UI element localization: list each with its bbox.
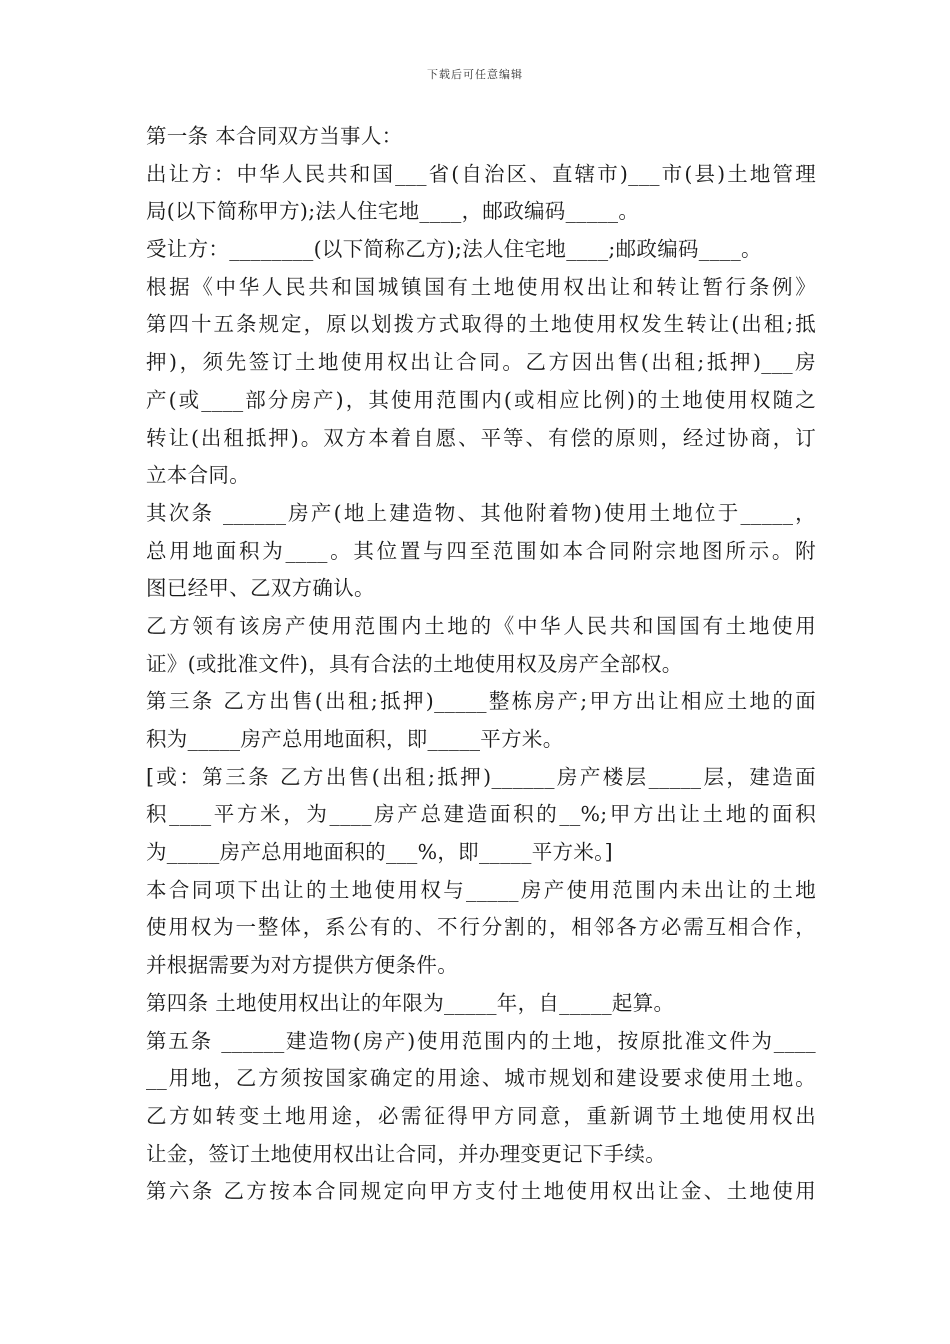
contract-line: 第五条 ______建造物(房产)使用范围内的土地，按原批准文件为____ [146, 1028, 816, 1053]
contract-line: 本合同项下出让的土地使用权与_____房产使用范围内未出让的土地 [146, 877, 816, 902]
page-header-note: 下载后可任意编辑 [427, 68, 523, 81]
contract-line: __用地，乙方须按国家确定的用途、城市规划和建设要求使用土地。 [146, 1066, 816, 1091]
contract-line: 总用地面积为____。其位置与四至范围如本合同附宗地图所示。附 [146, 538, 816, 563]
contract-line: 第四条 土地使用权出让的年限为_____年，自_____起算。 [146, 990, 675, 1015]
contract-line: 第四十五条规定，原以划拨方式取得的土地使用权发生转让(出租;抵 [146, 312, 816, 337]
contract-line: 第三条 乙方出售(出租;抵押)_____整栋房产;甲方出让相应土地的面 [146, 689, 816, 714]
contract-line: 积____平方米，为____房产总建造面积的__%;甲方出让土地的面积 [146, 802, 816, 827]
contract-line: 让金，签订土地使用权出让合同，并办理变更记下手续。 [146, 1141, 666, 1166]
contract-line: 产(或____部分房产)，其使用范围内(或相应比例)的土地使用权随之 [146, 387, 816, 412]
contract-line: 乙方如转变土地用途，必需征得甲方同意，重新调节土地使用权出 [146, 1103, 816, 1128]
contract-line: 为_____房产总用地面积的___%，即_____平方米。] [146, 840, 613, 865]
contract-line: 图已经甲、乙双方确认。 [146, 576, 375, 601]
contract-line: 局(以下简称甲方);法人住宅地____，邮政编码_____。 [146, 199, 640, 224]
contract-line: 并根据需要为对方提供方便条件。 [146, 953, 458, 978]
contract-line: 乙方领有该房产使用范围内土地的《中华人民共和国国有土地使用 [146, 613, 816, 638]
contract-line: 第一条 本合同双方当事人： [146, 124, 403, 148]
contract-line: 立本合同。 [146, 463, 250, 488]
contract-line: [或：第三条 乙方出售(出租;抵押)______房产楼层_____层，建造面 [146, 764, 816, 789]
contract-line: 押)，须先签订土地使用权出让合同。乙方因出售(出租;抵押)___房 [146, 350, 816, 375]
contract-line: 第六条 乙方按本合同规定向甲方支付土地使用权出让金、土地使用 [146, 1179, 816, 1204]
contract-line: 使用权为一整体，系公有的、不行分割的，相邻各方必需互相合作， [146, 915, 816, 940]
contract-line: 其次条 ______房产(地上建造物、其他附着物)使用土地位于_____， [146, 500, 816, 525]
contract-line: 出让方：中华人民共和国___省(自治区、直辖市)___市(县)土地管理 [146, 161, 816, 186]
contract-line: 证》(或批准文件)，具有合法的土地使用权及房产全部权。 [146, 651, 683, 676]
contract-line: 根据《中华人民共和国城镇国有土地使用权出让和转让暂行条例》 [146, 274, 816, 299]
contract-body [146, 118, 816, 1211]
contract-line: 积为_____房产总用地面积，即_____平方米。 [146, 727, 564, 751]
contract-line: 转让(出租抵押)。双方本着自愿、平等、有偿的原则，经过协商，订 [146, 425, 816, 450]
contract-line: 受让方：________(以下简称乙方);法人住宅地____;邮政编码____。 [146, 237, 762, 262]
